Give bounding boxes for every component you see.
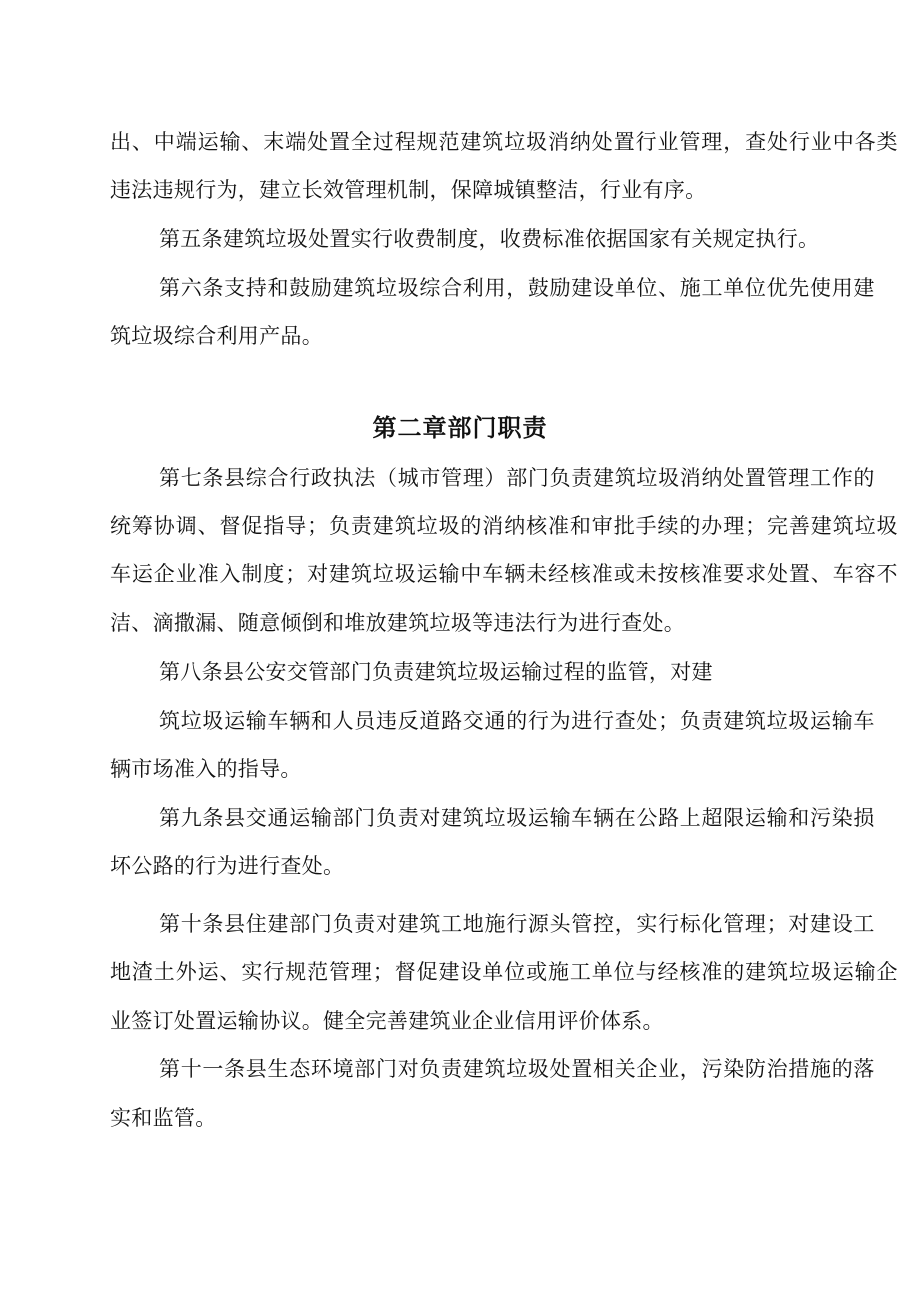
paragraph-line: 坏公路的行为进行查处。 bbox=[110, 854, 345, 878]
paragraph-line: 实和监管。 bbox=[110, 1106, 217, 1130]
paragraph-line: 统筹协调、督促指导；负责建筑垃圾的消纳核准和审批手续的办理；完善建筑垃圾 bbox=[110, 514, 899, 538]
article-9: 第九条县交通运输部门负责对建筑垃圾运输车辆在公路上超限运输和污染损 bbox=[159, 806, 876, 830]
paragraph-line: 违法违规行为，建立长效管理机制，保障城镇整洁，行业有序。 bbox=[110, 178, 707, 202]
paragraph-line: 筑垃圾综合利用产品。 bbox=[110, 324, 323, 348]
paragraph-line: 业签订处置运输协议。健全完善建筑业企业信用评价体系。 bbox=[110, 1009, 664, 1033]
paragraph-line: 洁、滴撒漏、随意倾倒和堆放建筑垃圾等违法行为进行查处。 bbox=[110, 611, 686, 635]
article-10: 第十条县住建部门负责对建筑工地施行源头管控，实行标化管理；对建设工 bbox=[159, 912, 876, 936]
paragraph-line: 辆市场准入的指导。 bbox=[110, 757, 302, 781]
article-7: 第七条县综合行政执法（城市管理）部门负责建筑垃圾消纳处置管理工作的 bbox=[159, 466, 876, 490]
article-11: 第十一条县生态环境部门对负责建筑垃圾处置相关企业，污染防治措施的落 bbox=[159, 1057, 876, 1081]
article-5: 第五条建筑垃圾处置实行收费制度，收费标准依据国家有关规定执行。 bbox=[159, 227, 820, 251]
paragraph-line: 车运企业准入制度；对建筑垃圾运输中车辆未经核准或未按核准要求处置、车容不 bbox=[110, 562, 899, 586]
article-6: 第六条支持和鼓励建筑垃圾综合利用，鼓励建设单位、施工单位优先使用建 bbox=[159, 276, 876, 300]
article-8: 第八条县公安交管部门负责建筑垃圾运输过程的监管，对建 bbox=[159, 660, 713, 684]
chapter-heading: 第二章部门职责 bbox=[372, 414, 548, 442]
paragraph-line: 出、中端运输、末端处置全过程规范建筑垃圾消纳处置行业管理，查处行业中各类 bbox=[110, 130, 899, 154]
paragraph-line: 筑垃圾运输车辆和人员违反道路交通的行为进行查处；负责建筑垃圾运输车 bbox=[159, 709, 876, 733]
paragraph-line: 地渣土外运、实行规范管理；督促建设单位或施工单位与经核准的建筑垃圾运输企 bbox=[110, 960, 899, 984]
